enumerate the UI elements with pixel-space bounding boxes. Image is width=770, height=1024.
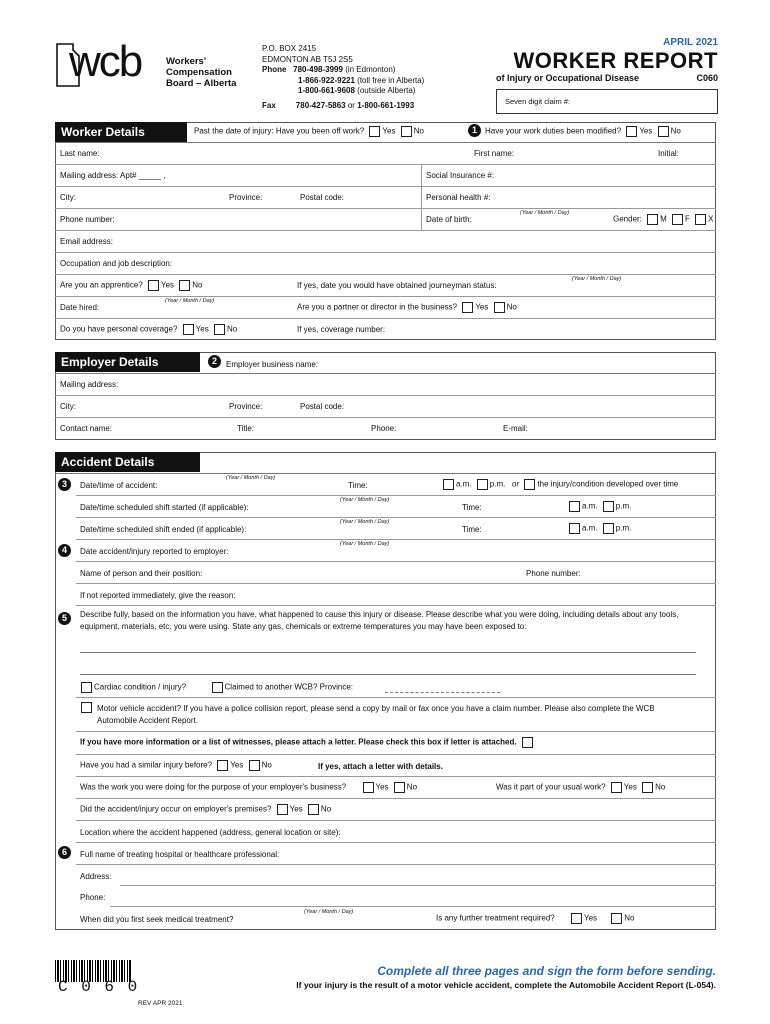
cardiac-checkbox[interactable] xyxy=(81,682,92,693)
premises-yes-checkbox[interactable] xyxy=(277,804,288,815)
shift-end-row: Date/time scheduled shift ended (if applicable): (Year / Month / Day) Time: a.m. p.m. xyxy=(76,518,716,540)
treating-phone-row[interactable]: Phone: xyxy=(80,893,106,902)
section-2-marker: 2 xyxy=(208,355,221,368)
coverage-row: Do you have personal coverage? Yes No If yes, coverage number: xyxy=(60,324,386,334)
treating-address-row[interactable]: Address: xyxy=(80,872,112,881)
duties-yes-checkbox[interactable] xyxy=(626,126,637,137)
coverage-label: Do you have personal coverage? xyxy=(60,324,178,334)
partner-label: Are you a partner or director in the business? xyxy=(297,302,458,312)
premises-no-checkbox[interactable] xyxy=(308,804,319,815)
accident-heading: Accident Details xyxy=(55,452,200,472)
city-line: EDMONTON AB T5J 2S5 xyxy=(262,54,353,64)
describe-prompt: Describe fully, based on the information you have, what happened to cause this injury or disease. Please describe what you were doing, including details about any tools, equipment, materials, etc. you were using. State any gas, chemicals or extreme temperatures you may have been exposed to: xyxy=(80,610,679,631)
purpose-no-checkbox[interactable] xyxy=(394,782,405,793)
duties-no-checkbox[interactable] xyxy=(658,126,669,137)
partner-yes-checkbox[interactable] xyxy=(462,302,473,313)
not-reported-row[interactable]: If not reported immediately, give the reason: xyxy=(76,584,716,606)
gender-m-checkbox[interactable] xyxy=(647,214,658,225)
city-row[interactable] xyxy=(55,187,716,209)
partner-no-checkbox[interactable] xyxy=(494,302,505,313)
last-name-row[interactable] xyxy=(55,143,716,165)
mailing-row[interactable] xyxy=(55,165,716,187)
section-4-marker: 4 xyxy=(58,544,71,557)
section-5-marker: 5 xyxy=(58,612,71,625)
similar-row: Have you had a similar injury before? Yes No If yes, attach a letter with details. xyxy=(76,755,716,777)
section-1-marker: 1 xyxy=(468,124,481,137)
seek-treatment-row: When did you first seek medical treatment? (Year / Month / Day) Is any further treatment required? Yes No xyxy=(80,909,635,924)
accident-pm-checkbox[interactable] xyxy=(477,479,488,490)
accident-am-checkbox[interactable] xyxy=(443,479,454,490)
apprentice-yes-checkbox[interactable] xyxy=(148,280,159,291)
gender-x-checkbox[interactable] xyxy=(695,214,706,225)
location-row[interactable]: Location where the accident happened (address, general location or site): xyxy=(76,821,716,843)
treating-row[interactable]: Full name of treating hospital or healthcare professional: xyxy=(76,843,716,865)
usual-no-checkbox[interactable] xyxy=(642,782,653,793)
po-box: P.O. BOX 2415 xyxy=(262,44,317,53)
purpose-yes-checkbox[interactable] xyxy=(363,782,374,793)
form-code: C060 xyxy=(696,73,718,83)
sin-label: Social Insurance #: xyxy=(426,171,495,180)
mva-checkbox[interactable] xyxy=(81,702,92,713)
form-subtitle: of Injury or Occupational Disease xyxy=(496,73,640,83)
usual-yes-checkbox[interactable] xyxy=(611,782,622,793)
phone-row[interactable]: Phone number: Date of birth: (Year / Month / Day) Gender: M F X xyxy=(55,209,716,231)
hired-row: Date hired: (Year / Month / Day) Are you a partner or director in the business? Yes No xyxy=(55,297,716,319)
similar-no-checkbox[interactable] xyxy=(249,760,260,771)
occupation-row[interactable] xyxy=(55,253,716,275)
employer-heading: Employer Details xyxy=(55,352,200,372)
form-date: APRIL 2021 xyxy=(663,37,718,48)
claimed-wcb-checkbox[interactable] xyxy=(212,682,223,693)
shift-start-pm-checkbox[interactable] xyxy=(603,501,614,512)
coverage-yes-checkbox[interactable] xyxy=(183,324,194,335)
dob-label: Date of birth: xyxy=(426,215,472,224)
rev-date: REV APR 2021 xyxy=(138,1000,183,1007)
further-yes-checkbox[interactable] xyxy=(571,913,582,924)
gender-group: Gender: M F X xyxy=(613,214,714,224)
off-work-yes-checkbox[interactable] xyxy=(369,126,380,137)
mva-text: Motor vehicle accident? If you have a police collision report, please send a copy by mail or fax once you have a claim number. Please also complete the WCB Automobile Accident Report. xyxy=(97,704,655,725)
hired-label: Date hired: xyxy=(60,303,100,312)
worker-heading: Worker Details xyxy=(55,122,187,142)
city-label: City: xyxy=(60,193,76,202)
shift-start-row: Date/time scheduled shift started (if applicable): (Year / Month / Day) Time: a.m. p.m. xyxy=(76,496,716,518)
employer-city-row[interactable]: City: Province: Postal code: xyxy=(55,396,716,418)
similar-yes-checkbox[interactable] xyxy=(217,760,228,771)
accident-datetime-row: Date/time of accident: (Year / Month / Day) Time: a.m. p.m. or the injury/condition developed over time xyxy=(76,474,716,496)
section-6-marker: 6 xyxy=(58,846,71,859)
barcode-text: C 0 6 0 xyxy=(58,978,140,996)
purpose-row: Was the work you were doing for the purpose of your employer's business? Yes No Was it part of your usual work? Yes No xyxy=(76,777,716,799)
wcb-logo xyxy=(55,37,175,90)
last-name-label: Last name: xyxy=(60,149,100,158)
health-label: Personal health #: xyxy=(426,193,491,202)
initial-label: Initial: xyxy=(658,149,679,158)
mailing-label: Mailing address: Apt# _____ , xyxy=(60,171,166,180)
business-name-label: Employer business name: xyxy=(226,360,319,369)
describe-line-1[interactable] xyxy=(80,652,696,653)
email-label: Email address: xyxy=(60,237,113,246)
premises-row: Did the accident/injury occur on employer's premises? Yes No xyxy=(76,799,716,821)
complete-notice: Complete all three pages and sign the form before sending. xyxy=(377,964,716,978)
shift-end-pm-checkbox[interactable] xyxy=(603,523,614,534)
developed-over-time-checkbox[interactable] xyxy=(524,479,535,490)
letter-attached-checkbox[interactable] xyxy=(522,737,533,748)
contact-block: P.O. BOX 2415 EDMONTON AB T5J 2S5 Phone 780-498-3999 (in Edmonton) 1-866-922-9221 (toll free in Alberta) 1-800-661-9608 (outside Alberta) Fax 780-427-5863 or 1-800-661-1993 xyxy=(262,44,425,110)
province-label: Province: xyxy=(229,193,263,202)
shift-end-am-checkbox[interactable] xyxy=(569,523,580,534)
off-work-no-checkbox[interactable] xyxy=(401,126,412,137)
email-row[interactable] xyxy=(55,231,716,253)
coverage-no-checkbox[interactable] xyxy=(214,324,225,335)
auto-accident-note: If your injury is the result of a motor vehicle accident, complete the Automobile Accident Report (L-054). xyxy=(296,980,716,990)
apprentice-label: Are you an apprentice? xyxy=(60,280,143,290)
postal-label: Postal code: xyxy=(300,193,345,202)
occupation-label: Occupation and job description: xyxy=(60,259,173,268)
employer-mailing-row[interactable]: Mailing address: xyxy=(55,374,716,396)
reported-row[interactable]: Date accident/injury reported to employer: (Year / Month / Day) xyxy=(76,540,716,562)
claim-number-field[interactable]: Seven digit claim #: xyxy=(496,89,718,114)
coverage-number-label: If yes, coverage number: xyxy=(297,325,386,334)
off-work-question: Past the date of injury: Have you been off work? Yes No xyxy=(194,126,424,136)
apprentice-no-checkbox[interactable] xyxy=(179,280,190,291)
journeyman-label: If yes, date you would have obtained journeyman status: xyxy=(297,281,497,290)
further-no-checkbox[interactable] xyxy=(611,913,622,924)
describe-line-2[interactable] xyxy=(80,674,696,675)
first-name-label: First name: xyxy=(474,149,515,158)
employer-contact-row[interactable]: Contact name: Title: Phone: E-mail: xyxy=(60,424,528,433)
person-row[interactable]: Name of person and their position: Phone number: xyxy=(76,562,716,584)
org-name: Workers' Compensation Board – Alberta xyxy=(166,56,237,89)
logo-wordmark: wcb xyxy=(69,37,142,86)
shift-start-am-checkbox[interactable] xyxy=(569,501,580,512)
gender-f-checkbox[interactable] xyxy=(672,214,683,225)
phone-label: Phone number: xyxy=(60,215,115,224)
section-3-marker: 3 xyxy=(58,478,71,491)
duties-question: Have your work duties been modified? Yes No xyxy=(485,126,681,136)
apprentice-row: Are you an apprentice? Yes No If yes, date you would have obtained journeyman status: (Year / Month / Day) xyxy=(55,275,716,297)
form-title: WORKER REPORT xyxy=(513,48,718,73)
